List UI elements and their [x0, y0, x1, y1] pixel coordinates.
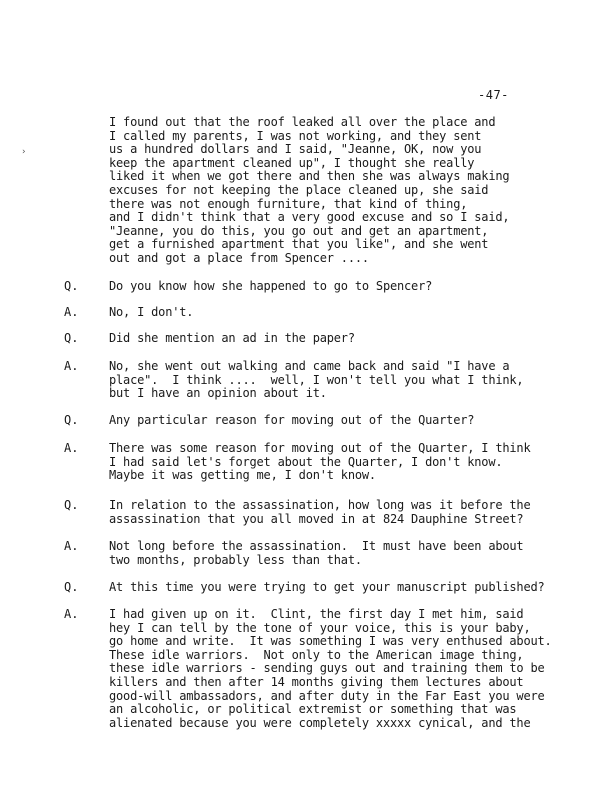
exchange-line: hey I can tell by the tone of your voice, this is your baby, [109, 620, 531, 635]
lead-line: I called my parents, I was not working, and they sent [109, 128, 482, 143]
lead-line: there was not enough furniture, that kind of thing, [109, 196, 468, 211]
lead-line: us a hundred dollars and I said, "Jeanne, OK, now you [109, 142, 482, 157]
exchange-line: two months, probably less than that. [109, 552, 362, 567]
speaker-label: A. [64, 607, 79, 621]
speaker-label: A. [64, 305, 79, 319]
speaker-label: Q. [64, 413, 79, 427]
margin-mark: › [21, 147, 27, 157]
page-number: -47- [478, 88, 509, 102]
exchange-text [109, 280, 589, 294]
exchange-line: In relation to the assassination, how long was it before the [109, 498, 531, 512]
speaker-label: A. [64, 359, 79, 373]
exchange-line: At this time you were trying to get your manuscript published? [109, 580, 545, 594]
exchange-line: good-will ambassadors, and after duty in the Far East you were [109, 688, 545, 703]
exchange-text [109, 306, 589, 320]
exchange-text [109, 360, 589, 401]
exchange-line: I had said let's forget about the Quarter, I don't know. [109, 454, 503, 469]
speaker-label: Q. [64, 498, 79, 512]
exchange-line: go home and write. It was something I was very enthused about. [109, 634, 552, 649]
exchange-text [109, 414, 589, 428]
speaker-label: A. [64, 539, 79, 553]
exchange-line: assassination that you all moved in at 824 Dauphine Street? [109, 511, 524, 526]
exchange-text [109, 581, 589, 595]
lead-line: liked it when we got there and then she was always making [109, 169, 510, 184]
exchange-line: No, I don't. [109, 305, 194, 319]
exchange-line: There was some reason for moving out of the Quarter, I think [109, 441, 531, 455]
exchange-line: killers and then after 14 months giving them lectures about [109, 674, 524, 689]
exchange-line: Maybe it was getting me, I don't know. [109, 468, 376, 483]
speaker-label: Q. [64, 331, 79, 345]
exchange-line: Do you know how she happened to go to Spencer? [109, 279, 433, 293]
lead-line: I found out that the roof leaked all over the place and [109, 115, 496, 129]
lead-line: excuses for not keeping the place cleaned up, she said [109, 182, 489, 197]
exchange-line: Any particular reason for moving out of the Quarter? [109, 413, 475, 427]
lead-line: keep the apartment cleaned up", I thought she really [109, 155, 475, 170]
exchange-line: but I have an opinion about it. [109, 386, 327, 401]
speaker-label: Q. [64, 580, 79, 594]
lead-line: "Jeanne, you do this, you go out and get an apartment, [109, 223, 489, 238]
exchange-line: place". I think .... well, I won't tell you what I think, [109, 372, 524, 387]
lead-line: out and got a place from Spencer .... [109, 250, 369, 265]
speaker-label: Q. [64, 279, 79, 293]
exchange-line: No, she went out walking and came back and said "I have a [109, 359, 510, 373]
exchange-line: These idle warriors. Not only to the American image thing, [109, 647, 524, 662]
exchange-line: I had given up on it. Clint, the first day I met him, said [109, 607, 524, 621]
exchange-line: Did she mention an ad in the paper? [109, 331, 355, 345]
exchange-text [109, 499, 589, 526]
lead-line: get a furnished apartment that you like", and she went [109, 237, 489, 252]
exchange-line: these idle warriors - sending guys out and training them to be [109, 661, 545, 676]
lead-line: and I didn't think that a very good excuse and so I said, [109, 210, 510, 225]
exchange-text [109, 442, 589, 483]
exchange-text [109, 608, 589, 730]
exchange-line: Not long before the assassination. It must have been about [109, 539, 524, 553]
exchange-line: alienated because you were completely xxxxx cynical, and the [109, 715, 531, 730]
exchange-line: an alcoholic, or political extremist or something that was [109, 702, 517, 717]
speaker-label: A. [64, 441, 79, 455]
exchange-text [109, 332, 589, 346]
exchange-text [109, 540, 589, 567]
lead-paragraph [109, 116, 579, 266]
